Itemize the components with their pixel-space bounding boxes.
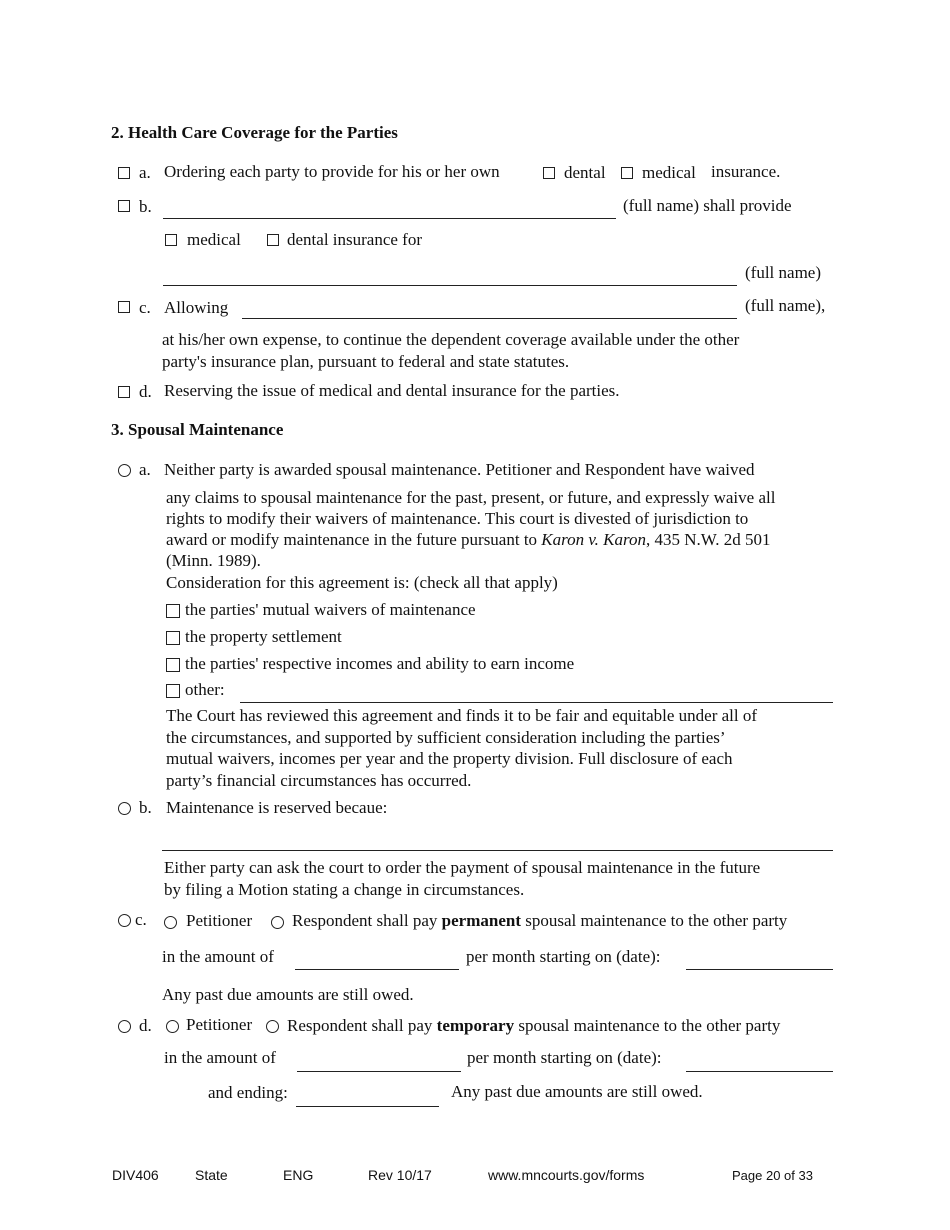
item-letter-2a: a. <box>139 163 151 182</box>
item-2c-line2: party's insurance plan, pursuant to federal and state statutes. <box>162 352 570 371</box>
item-3b-either1: Either party can ask the court to order the payment of spousal maintenance in the future <box>164 858 761 877</box>
item-letter-3b: b. <box>139 798 152 817</box>
item-2a-text: Ordering each party to provide for his or her own <box>164 162 500 181</box>
checkbox-2b-dental[interactable] <box>267 234 279 246</box>
item-letter-2d: d. <box>139 382 152 401</box>
blank-2b-name[interactable] <box>163 218 616 219</box>
item-letter-2c: c. <box>139 298 151 317</box>
item-3a-line4: award or modify maintenance in the future pursuant to Karon v. Karon, 435 N.W. 2d 501 <box>166 530 771 549</box>
blank-2c-name[interactable] <box>242 318 737 319</box>
item-3b-text: Maintenance is reserved becaue: <box>166 798 388 817</box>
consideration-label: Consideration for this agreement is: (check all that apply) <box>166 573 558 592</box>
item-3d-past-due: Any past due amounts are still owed. <box>451 1082 703 1101</box>
blank-3d-start-date[interactable] <box>686 1071 833 1072</box>
item-3a-line1: Neither party is awarded spousal maintenance. Petitioner and Respondent have waived <box>164 460 755 479</box>
option-property-settlement: the property settlement <box>185 627 342 646</box>
radio-3a[interactable] <box>118 464 131 477</box>
footer-page-number: Page 20 of 33 <box>732 1168 813 1183</box>
label-3d-amount: in the amount of <box>164 1048 276 1067</box>
footer-rev: Rev 10/17 <box>368 1167 432 1183</box>
radio-3c-petitioner[interactable] <box>164 916 177 929</box>
blank-3d-end-date[interactable] <box>296 1106 439 1107</box>
radio-3d-respondent[interactable] <box>266 1020 279 1033</box>
item-letter-3d: d. <box>139 1016 152 1035</box>
section-2-heading: 2. Health Care Coverage for the Parties <box>111 123 398 142</box>
checkbox-2b-medical[interactable] <box>165 234 177 246</box>
footer-url[interactable]: www.mncourts.gov/forms <box>488 1167 645 1183</box>
section-3-heading: 3. Spousal Maintenance <box>111 420 284 439</box>
item-letter-3a: a. <box>139 460 151 479</box>
label-3c-per-month: per month starting on (date): <box>466 947 661 966</box>
footer-lang: ENG <box>283 1167 314 1183</box>
blank-3c-date[interactable] <box>686 969 833 970</box>
item-letter-2b: b. <box>139 197 152 216</box>
case-citation: Karon v. Karon <box>541 530 646 549</box>
label-3d-respondent: Respondent shall pay temporary spousal maintenance to the other party <box>287 1016 781 1035</box>
court-finding-line4: party’s financial circumstances has occurred. <box>166 771 472 790</box>
item-3b-either2: by filing a Motion stating a change in circumstances. <box>164 880 525 899</box>
label-2a-dental: dental <box>564 163 606 182</box>
label-3d-per-month: per month starting on (date): <box>467 1048 662 1067</box>
item-3a-line3: rights to modify their waivers of maintenance. This court is divested of jurisdiction to <box>166 509 749 528</box>
footer-form-id: DIV406 <box>112 1167 159 1183</box>
item-2b-shall: (full name) shall provide <box>623 196 792 215</box>
court-finding-line1: The Court has reviewed this agreement and finds it to be fair and equitable under all of <box>166 706 758 725</box>
court-finding-line3: mutual waivers, incomes per year and the property division. Full disclosure of each <box>166 749 733 768</box>
radio-3c[interactable] <box>118 914 131 927</box>
footer-state: State <box>195 1167 228 1183</box>
label-3d-ending: and ending: <box>208 1083 288 1102</box>
option-other: other: <box>185 680 225 699</box>
checkbox-incomes[interactable] <box>166 658 180 672</box>
radio-3c-respondent[interactable] <box>271 916 284 929</box>
item-2b-fullname: (full name) <box>745 263 821 282</box>
label-3c-petitioner: Petitioner <box>186 911 253 930</box>
radio-3b[interactable] <box>118 802 131 815</box>
label-3d-petitioner: Petitioner <box>186 1015 253 1034</box>
blank-3c-amount[interactable] <box>295 969 459 970</box>
blank-3b-reason[interactable] <box>162 850 833 851</box>
checkbox-2d[interactable] <box>118 386 130 398</box>
item-2c-line1: at his/her own expense, to continue the dependent coverage available under the other <box>162 330 740 349</box>
option-mutual-waivers: the parties' mutual waivers of maintenance <box>185 600 476 619</box>
label-3c-respondent: Respondent shall pay permanent spousal maintenance to the other party <box>292 911 788 930</box>
item-2c-fullname: (full name), <box>745 296 826 315</box>
checkbox-2a[interactable] <box>118 167 130 179</box>
label-2a-medical: medical <box>642 163 696 182</box>
checkbox-2a-dental[interactable] <box>543 167 555 179</box>
radio-3d[interactable] <box>118 1020 131 1033</box>
blank-2b-beneficiary[interactable] <box>163 285 737 286</box>
label-3c-amount: in the amount of <box>162 947 274 966</box>
label-2b-dental: dental insurance for <box>287 230 422 249</box>
checkbox-2b[interactable] <box>118 200 130 212</box>
blank-other[interactable] <box>240 702 833 703</box>
item-letter-3c: c. <box>135 910 147 929</box>
checkbox-2c[interactable] <box>118 301 130 313</box>
item-3c-past-due: Any past due amounts are still owed. <box>162 985 414 1004</box>
blank-3d-amount[interactable] <box>297 1071 461 1072</box>
item-3a-line2: any claims to spousal maintenance for the past, present, or future, and expressly waive all <box>166 488 776 507</box>
court-finding-line2: the circumstances, and supported by sufficient consideration including the parties’ <box>166 728 726 747</box>
checkbox-2a-medical[interactable] <box>621 167 633 179</box>
checkbox-mutual-waivers[interactable] <box>166 604 180 618</box>
item-2d-text: Reserving the issue of medical and dental insurance for the parties. <box>164 381 620 400</box>
checkbox-other[interactable] <box>166 684 180 698</box>
label-2b-medical: medical <box>187 230 241 249</box>
item-3a-line5: (Minn. 1989). <box>166 551 261 570</box>
item-2c-allowing: Allowing <box>164 298 229 317</box>
checkbox-property-settlement[interactable] <box>166 631 180 645</box>
item-2a-suffix: insurance. <box>711 162 781 181</box>
option-incomes: the parties' respective incomes and ability to earn income <box>185 654 575 673</box>
radio-3d-petitioner[interactable] <box>166 1020 179 1033</box>
